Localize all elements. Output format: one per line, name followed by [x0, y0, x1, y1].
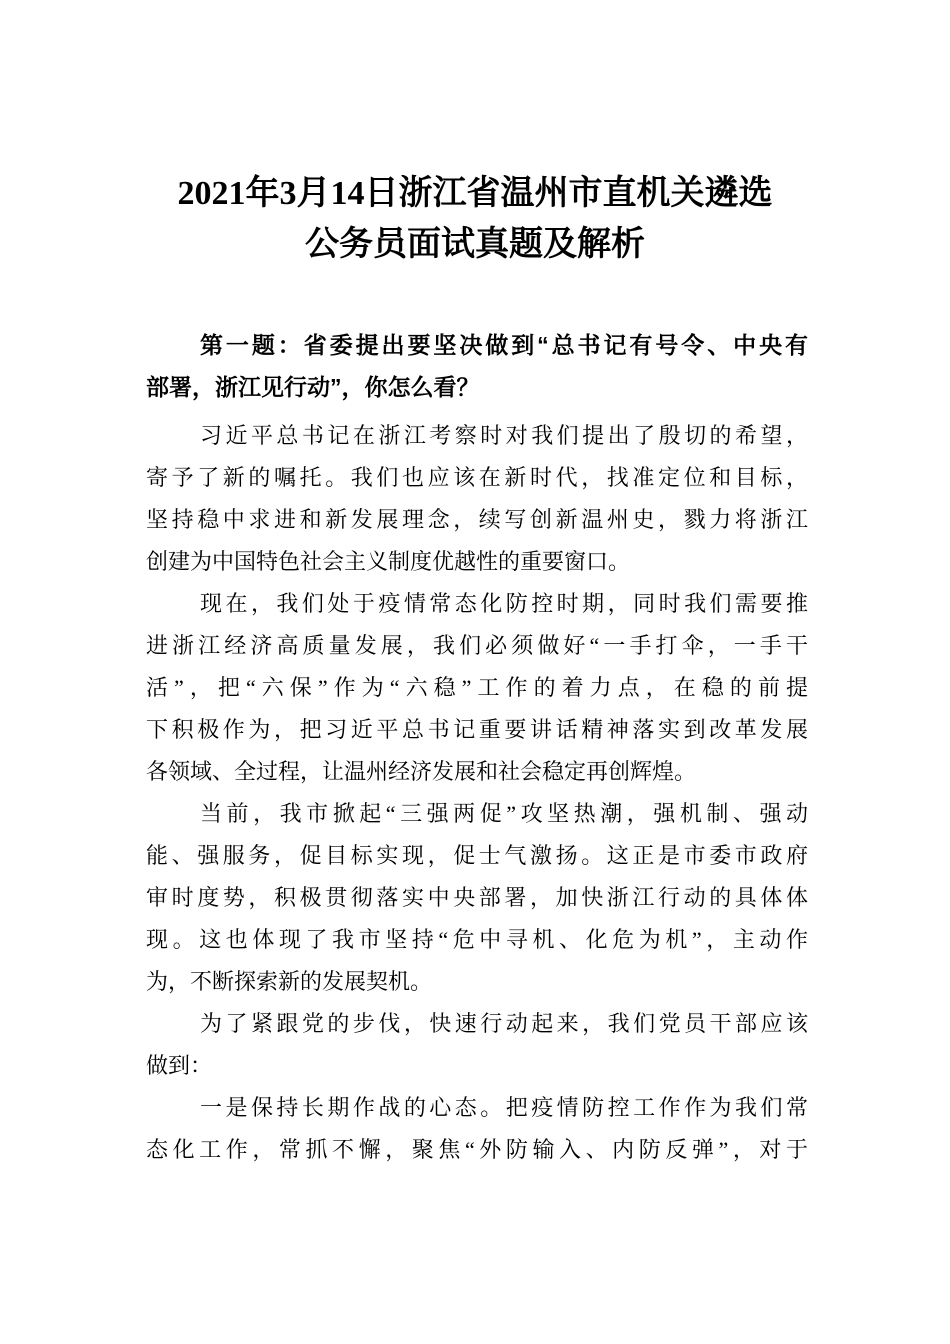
paragraph-line: 能、强服务，促目标实现，促士气激扬。这正是市委市政府: [146, 843, 808, 868]
paragraph: [146, 793, 808, 1003]
question-line: 部署，浙江见行动”，你怎么看？: [146, 374, 480, 400]
paragraph-line: 审时度势，积极贯彻落实中央部署，加快浙江行动的具体体: [146, 885, 808, 910]
paragraph-line: 态化工作，常抓不懈，聚焦“外防输入、内防反弹”，对于: [146, 1137, 808, 1162]
paragraph-line: 下积极作为，把习近平总书记重要讲话精神落实到改革发展: [146, 717, 808, 742]
paragraph-line: 坚持稳中求进和新发展理念，续写创新温州史，戮力将浙江: [146, 507, 808, 532]
paragraph-line: 为，不断探索新的发展契机。: [146, 969, 433, 994]
paragraph-line: 当前，我市掀起“三强两促”攻坚热潮，强机制、强动: [200, 801, 808, 826]
answer-body: [146, 415, 808, 1171]
paragraph-line: 做到：: [146, 1053, 213, 1078]
paragraph-line: 寄予了新的嘱托。我们也应该在新时代，找准定位和目标，: [146, 465, 808, 490]
title-line: 公务员面试真题及解析: [305, 226, 645, 263]
paragraph: [146, 583, 808, 793]
paragraph-line: 活”，把“六保”作为“六稳”工作的着力点，在稳的前提: [146, 675, 808, 700]
paragraph-line: 一是保持长期作战的心态。把疫情防控工作作为我们常: [200, 1095, 808, 1120]
paragraph: [146, 1003, 808, 1087]
paragraph-line: 创建为中国特色社会主义制度优越性的重要窗口。: [146, 549, 631, 574]
paragraph-line: 现在，我们处于疫情常态化防控时期，同时我们需要推: [200, 591, 808, 616]
paragraph: [146, 1087, 808, 1171]
paragraph-line: 为了紧跟党的步伐，快速行动起来，我们党员干部应该: [200, 1011, 808, 1036]
title-line: 2021年3月14日浙江省温州市直机关遴选: [177, 175, 773, 212]
paragraph: [146, 415, 808, 583]
question-heading: [146, 324, 808, 408]
document-title: [100, 168, 850, 270]
paragraph-line: 现。这也体现了我市坚持“危中寻机、化危为机”，主动作: [146, 927, 808, 952]
paragraph-line: 习近平总书记在浙江考察时对我们提出了殷切的希望，: [200, 423, 808, 448]
paragraph-line: 进浙江经济高质量发展，我们必须做好“一手打伞，一手干: [146, 633, 808, 658]
question-line: 第一题：省委提出要坚决做到“总书记有号令、中央有: [200, 332, 808, 358]
paragraph-line: 各领域、全过程，让温州经济发展和社会稳定再创辉煌。: [146, 759, 697, 784]
